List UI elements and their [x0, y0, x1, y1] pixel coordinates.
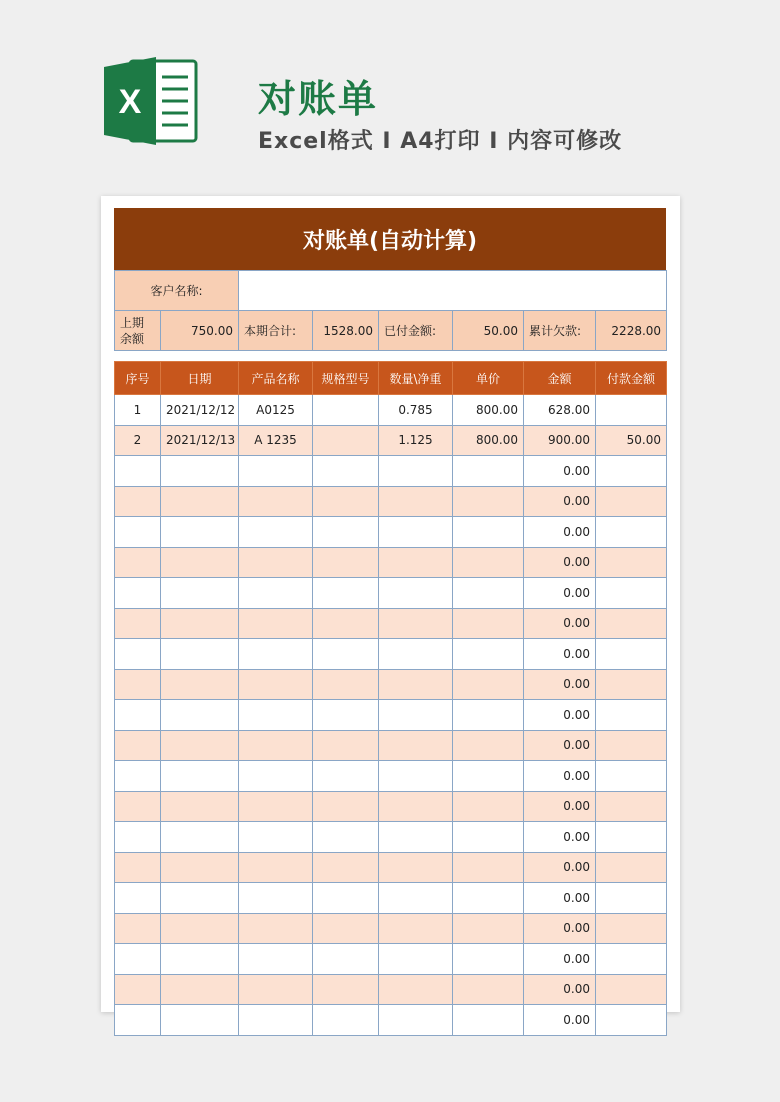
amount-cell[interactable]: 0.00: [524, 822, 596, 853]
table-row: [115, 639, 667, 670]
col-header-amount: 金额: [524, 362, 596, 395]
product-cell[interactable]: [239, 456, 313, 487]
amount-cell[interactable]: 0.00: [524, 517, 596, 548]
spec-cell[interactable]: [313, 578, 379, 609]
customer-name-cell[interactable]: [239, 271, 667, 311]
spec-cell[interactable]: [313, 700, 379, 731]
sheet-title: 对账单(自动计算): [114, 208, 666, 270]
unit-price-cell[interactable]: [453, 700, 524, 731]
seq-cell[interactable]: [115, 517, 161, 548]
table-row: [115, 425, 667, 456]
col-header-unit-price: 单价: [453, 362, 524, 395]
payment-cell[interactable]: [596, 700, 667, 731]
product-cell[interactable]: [239, 974, 313, 1005]
seq-cell[interactable]: [115, 1005, 161, 1036]
page-subtitle: Excel格式 I A4打印 I 内容可修改: [258, 129, 623, 154]
payment-cell[interactable]: [596, 395, 667, 426]
seq-cell[interactable]: [115, 578, 161, 609]
spec-cell[interactable]: [313, 486, 379, 517]
payment-cell[interactable]: [596, 456, 667, 487]
seq-cell[interactable]: [115, 913, 161, 944]
quantity-cell[interactable]: [379, 822, 453, 853]
amount-cell[interactable]: 0.00: [524, 944, 596, 975]
seq-cell[interactable]: [115, 791, 161, 822]
table-row: [115, 822, 667, 853]
amount-cell[interactable]: 0.00: [524, 883, 596, 914]
amount-cell[interactable]: 0.00: [524, 669, 596, 700]
paid-label: 已付金额:: [379, 311, 453, 351]
date-cell[interactable]: [161, 486, 239, 517]
customer-label: 客户名称:: [115, 271, 239, 311]
quantity-cell[interactable]: [379, 791, 453, 822]
amount-cell[interactable]: 0.00: [524, 639, 596, 670]
table-row: [115, 944, 667, 975]
prev-balance-label: 上期余额: [115, 311, 161, 351]
quantity-cell[interactable]: [379, 608, 453, 639]
owed-value[interactable]: 2228.00: [596, 311, 667, 351]
date-cell[interactable]: [161, 700, 239, 731]
payment-cell[interactable]: [596, 547, 667, 578]
quantity-cell[interactable]: [379, 852, 453, 883]
quantity-cell[interactable]: [379, 761, 453, 792]
date-cell[interactable]: [161, 547, 239, 578]
table-row: [115, 608, 667, 639]
owed-label: 累计欠款:: [524, 311, 596, 351]
amount-cell[interactable]: 0.00: [524, 913, 596, 944]
product-cell[interactable]: A 1235: [239, 425, 313, 456]
page-title: 对账单: [258, 77, 379, 121]
payment-cell[interactable]: 50.00: [596, 425, 667, 456]
spec-cell[interactable]: [313, 730, 379, 761]
product-cell[interactable]: [239, 913, 313, 944]
unit-price-cell[interactable]: [453, 608, 524, 639]
seq-cell[interactable]: [115, 822, 161, 853]
header-row: [115, 362, 667, 395]
unit-price-cell[interactable]: [453, 852, 524, 883]
amount-cell[interactable]: 0.00: [524, 791, 596, 822]
quantity-cell[interactable]: [379, 883, 453, 914]
date-cell[interactable]: [161, 669, 239, 700]
table-row: [115, 669, 667, 700]
quantity-cell[interactable]: [379, 913, 453, 944]
quantity-cell[interactable]: [379, 486, 453, 517]
period-total-label: 本期合计:: [239, 311, 313, 351]
quantity-cell[interactable]: [379, 974, 453, 1005]
table-row: [115, 913, 667, 944]
quantity-cell[interactable]: [379, 578, 453, 609]
payment-cell[interactable]: [596, 1005, 667, 1036]
items-body: [115, 395, 667, 1036]
unit-price-cell[interactable]: [453, 944, 524, 975]
date-cell[interactable]: [161, 944, 239, 975]
product-cell[interactable]: [239, 578, 313, 609]
quantity-cell[interactable]: [379, 517, 453, 548]
product-cell[interactable]: [239, 547, 313, 578]
seq-cell[interactable]: [115, 639, 161, 670]
date-cell[interactable]: [161, 822, 239, 853]
unit-price-cell[interactable]: [453, 883, 524, 914]
spec-cell[interactable]: [313, 547, 379, 578]
quantity-cell[interactable]: [379, 547, 453, 578]
spec-cell[interactable]: [313, 822, 379, 853]
date-cell[interactable]: 2021/12/13: [161, 425, 239, 456]
payment-cell[interactable]: [596, 486, 667, 517]
payment-cell[interactable]: [596, 669, 667, 700]
date-cell[interactable]: [161, 1005, 239, 1036]
spec-cell[interactable]: [313, 517, 379, 548]
product-cell[interactable]: [239, 791, 313, 822]
product-cell[interactable]: [239, 669, 313, 700]
unit-price-cell[interactable]: [453, 486, 524, 517]
date-cell[interactable]: [161, 883, 239, 914]
spec-cell[interactable]: [313, 425, 379, 456]
spec-cell[interactable]: [313, 1005, 379, 1036]
table-row: [115, 700, 667, 731]
payment-cell[interactable]: [596, 517, 667, 548]
payment-cell[interactable]: [596, 883, 667, 914]
unit-price-cell[interactable]: [453, 456, 524, 487]
spec-cell[interactable]: [313, 974, 379, 1005]
spec-cell[interactable]: [313, 669, 379, 700]
seq-cell[interactable]: [115, 608, 161, 639]
payment-cell[interactable]: [596, 852, 667, 883]
unit-price-cell[interactable]: [453, 517, 524, 548]
payment-cell[interactable]: [596, 639, 667, 670]
date-cell[interactable]: [161, 913, 239, 944]
unit-price-cell[interactable]: [453, 669, 524, 700]
amount-cell[interactable]: 0.00: [524, 578, 596, 609]
quantity-cell[interactable]: [379, 1005, 453, 1036]
quantity-cell[interactable]: [379, 456, 453, 487]
seq-cell[interactable]: [115, 852, 161, 883]
seq-cell[interactable]: 1: [115, 395, 161, 426]
seq-cell[interactable]: [115, 700, 161, 731]
date-cell[interactable]: [161, 456, 239, 487]
amount-cell[interactable]: 628.00: [524, 395, 596, 426]
unit-price-cell[interactable]: [453, 822, 524, 853]
seq-cell[interactable]: [115, 761, 161, 792]
product-cell[interactable]: [239, 883, 313, 914]
quantity-cell[interactable]: [379, 669, 453, 700]
quantity-cell[interactable]: [379, 944, 453, 975]
table-row: [115, 791, 667, 822]
seq-cell[interactable]: [115, 486, 161, 517]
payment-cell[interactable]: [596, 578, 667, 609]
period-total-value[interactable]: 1528.00: [313, 311, 379, 351]
spec-cell[interactable]: [313, 913, 379, 944]
product-cell[interactable]: [239, 822, 313, 853]
quantity-cell[interactable]: [379, 700, 453, 731]
seq-cell[interactable]: [115, 974, 161, 1005]
date-cell[interactable]: 2021/12/12: [161, 395, 239, 426]
amount-cell[interactable]: 0.00: [524, 486, 596, 517]
amount-cell[interactable]: 0.00: [524, 456, 596, 487]
unit-price-cell[interactable]: [453, 547, 524, 578]
amount-cell[interactable]: 0.00: [524, 974, 596, 1005]
amount-cell[interactable]: 0.00: [524, 608, 596, 639]
table-row: [115, 578, 667, 609]
spec-cell[interactable]: [313, 944, 379, 975]
seq-cell[interactable]: [115, 730, 161, 761]
quantity-cell[interactable]: 0.785: [379, 395, 453, 426]
seq-cell[interactable]: [115, 669, 161, 700]
date-cell[interactable]: [161, 852, 239, 883]
table-row: [115, 883, 667, 914]
product-cell[interactable]: [239, 517, 313, 548]
date-cell[interactable]: [161, 517, 239, 548]
product-cell[interactable]: [239, 761, 313, 792]
unit-price-cell[interactable]: 800.00: [453, 395, 524, 426]
table-row: [115, 1005, 667, 1036]
seq-cell[interactable]: 2: [115, 425, 161, 456]
unit-price-cell[interactable]: [453, 639, 524, 670]
excel-logo-icon: [100, 55, 200, 147]
date-cell[interactable]: [161, 761, 239, 792]
table-row: [115, 517, 667, 548]
paid-value[interactable]: 50.00: [453, 311, 524, 351]
date-cell[interactable]: [161, 730, 239, 761]
col-header-product: 产品名称: [239, 362, 313, 395]
col-header-seq: 序号: [115, 362, 161, 395]
table-row: [115, 486, 667, 517]
page-header: [0, 0, 780, 200]
amount-cell[interactable]: 0.00: [524, 700, 596, 731]
product-cell[interactable]: [239, 700, 313, 731]
amount-cell[interactable]: 0.00: [524, 761, 596, 792]
col-header-date: 日期: [161, 362, 239, 395]
seq-cell[interactable]: [115, 944, 161, 975]
amount-cell[interactable]: 900.00: [524, 425, 596, 456]
date-cell[interactable]: [161, 791, 239, 822]
items-table: [114, 361, 667, 1036]
payment-cell[interactable]: [596, 822, 667, 853]
unit-price-cell[interactable]: [453, 913, 524, 944]
spec-cell[interactable]: [313, 395, 379, 426]
quantity-cell[interactable]: [379, 639, 453, 670]
amount-cell[interactable]: 0.00: [524, 547, 596, 578]
unit-price-cell[interactable]: [453, 730, 524, 761]
spec-cell[interactable]: [313, 608, 379, 639]
table-row: [115, 761, 667, 792]
unit-price-cell[interactable]: [453, 578, 524, 609]
amount-cell[interactable]: 0.00: [524, 852, 596, 883]
payment-cell[interactable]: [596, 913, 667, 944]
seq-cell[interactable]: [115, 456, 161, 487]
product-cell[interactable]: [239, 486, 313, 517]
summary-table: [114, 270, 667, 351]
table-row: [115, 852, 667, 883]
table-row: [115, 395, 667, 426]
quantity-cell[interactable]: [379, 730, 453, 761]
date-cell[interactable]: [161, 578, 239, 609]
product-cell[interactable]: [239, 608, 313, 639]
product-cell[interactable]: [239, 1005, 313, 1036]
product-cell[interactable]: [239, 852, 313, 883]
date-cell[interactable]: [161, 974, 239, 1005]
payment-cell[interactable]: [596, 791, 667, 822]
product-cell[interactable]: [239, 730, 313, 761]
product-cell[interactable]: [239, 944, 313, 975]
table-row: [115, 456, 667, 487]
prev-balance-value[interactable]: 750.00: [161, 311, 239, 351]
spec-cell[interactable]: [313, 639, 379, 670]
payment-cell[interactable]: [596, 608, 667, 639]
amount-cell[interactable]: 0.00: [524, 1005, 596, 1036]
amount-cell[interactable]: 0.00: [524, 730, 596, 761]
spec-cell[interactable]: [313, 883, 379, 914]
payment-cell[interactable]: [596, 761, 667, 792]
unit-price-cell[interactable]: 800.00: [453, 425, 524, 456]
product-cell[interactable]: A0125: [239, 395, 313, 426]
unit-price-cell[interactable]: [453, 791, 524, 822]
col-header-quantity: 数量\净重: [379, 362, 453, 395]
unit-price-cell[interactable]: [453, 974, 524, 1005]
product-cell[interactable]: [239, 639, 313, 670]
quantity-cell[interactable]: 1.125: [379, 425, 453, 456]
spec-cell[interactable]: [313, 456, 379, 487]
unit-price-cell[interactable]: [453, 761, 524, 792]
seq-cell[interactable]: [115, 883, 161, 914]
col-header-payment: 付款金额: [596, 362, 667, 395]
table-row: [115, 547, 667, 578]
date-cell[interactable]: [161, 608, 239, 639]
unit-price-cell[interactable]: [453, 1005, 524, 1036]
spec-cell[interactable]: [313, 791, 379, 822]
date-cell[interactable]: [161, 639, 239, 670]
payment-cell[interactable]: [596, 974, 667, 1005]
payment-cell[interactable]: [596, 944, 667, 975]
seq-cell[interactable]: [115, 547, 161, 578]
spec-cell[interactable]: [313, 852, 379, 883]
spec-cell[interactable]: [313, 761, 379, 792]
logo-letter: X: [118, 83, 142, 121]
table-row: [115, 730, 667, 761]
table-row: [115, 974, 667, 1005]
payment-cell[interactable]: [596, 730, 667, 761]
col-header-spec: 规格型号: [313, 362, 379, 395]
